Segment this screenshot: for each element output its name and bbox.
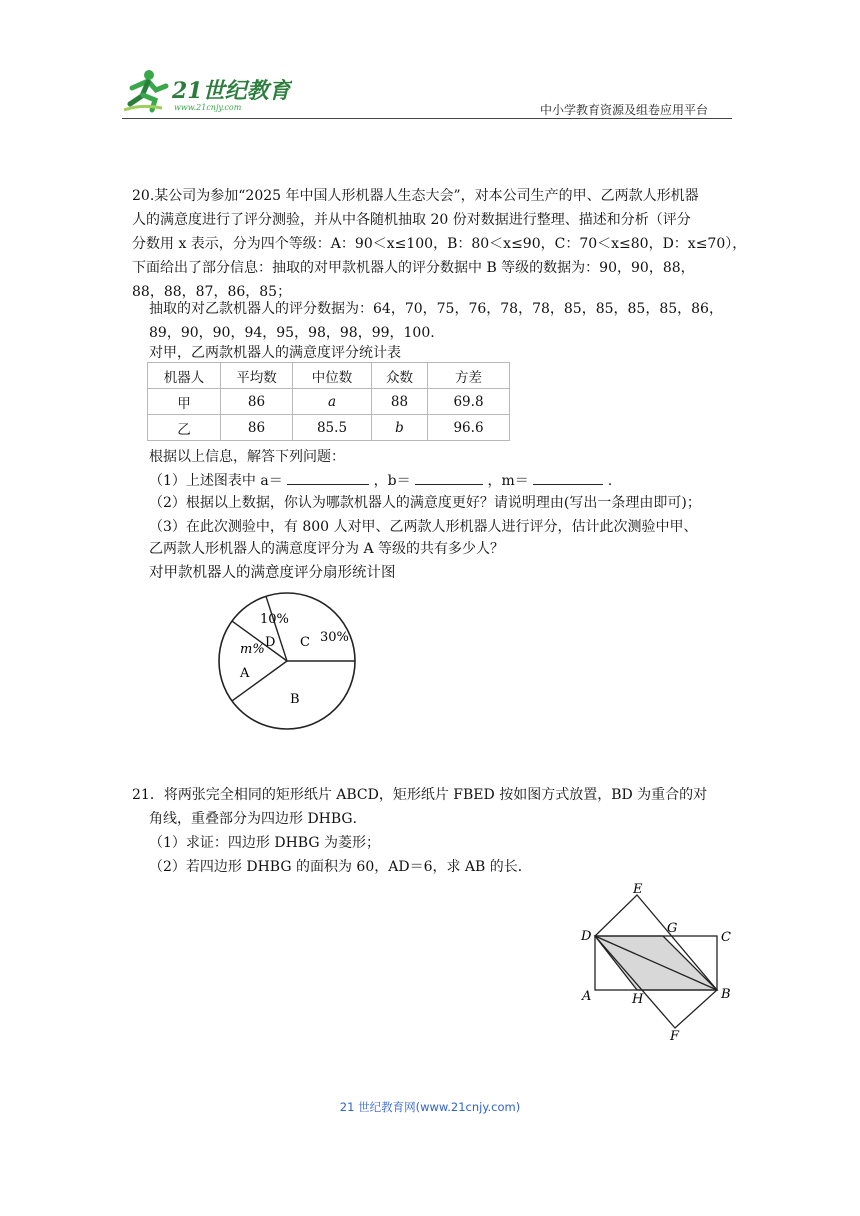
label-b: B [721,987,731,1002]
footer-link[interactable]: 21 世纪教育网(www.21cnjy.com) [339,1100,521,1114]
table-cell: 86 [221,389,293,415]
site-logo [122,66,292,114]
site-tagline: 中小学教育资源及组卷应用平台 [540,103,709,117]
part1-end: . [607,473,613,489]
table-header-cell: 方差 [428,363,510,389]
q20-part1 [149,472,612,488]
table-header-cell: 中位数 [293,363,372,389]
pie-slice-label-b: B [290,692,300,707]
label-d: D [581,929,592,944]
label-h: H [632,992,644,1007]
table-cell: 86 [221,415,293,441]
q20-table-title: 对甲，乙两款机器人的满意度评分统计表 [149,345,401,361]
table-cell: 甲 [148,389,221,415]
table-cell: b [372,415,428,441]
table-row [148,415,510,441]
part1-m-label: ，m＝ [487,473,529,489]
logo-url: www.21cnjy.com [174,103,242,112]
table-header-cell: 平均数 [221,363,293,389]
pie-value-label-a: m% [240,642,265,657]
answer-blank-m[interactable] [533,472,603,485]
q20-yi-data-line2: 89，90，90，94，95，98，98，99，100. [149,325,435,341]
pie-slice-label-d: D [265,635,276,650]
q21-part2: （2）若四边形 DHBG 的面积为 60，AD＝6，求 AB 的长． [149,859,532,875]
header-divider [122,118,732,119]
q20-intro-line2: 人的满意度进行了评分测验，并从中各随机抽取 20 份对数据进行整理、描述和分析（评分 [132,212,691,228]
answer-blank-a[interactable] [287,472,369,485]
runner-logo-icon [124,70,166,110]
table-header-row [148,363,510,389]
pie-chart [210,585,370,745]
pie-value-label-c: 30% [320,630,349,645]
q20-intro-line3: 分数用 x 表示，分为四个等级：A：90＜x≤100，B：80＜x≤90，C：70＜x≤80，D：x≤70）， [132,236,747,252]
q20-part3-line1: （3）在此次测验中，有 800 人对甲、乙两款人形机器人进行评分，估计此次测验中甲、 [149,519,698,535]
q20-intro-line1: 20.某公司为参加“2025 年中国人形机器人生态大会”，对本公司生产的甲、乙两款人形机器 [132,188,699,204]
q21-line1: 21．将两张完全相同的矩形纸片 ABCD，矩形纸片 FBED 按如图方式放置，BD 为重合的对 [132,787,708,803]
answer-blank-b[interactable] [415,472,483,485]
table-cell: 乙 [148,415,221,441]
table-row [148,389,510,415]
rectangle-figure [575,880,740,1045]
table-cell: a [293,389,372,415]
q21-part1: （1）求证：四边形 DHBG 为菱形； [149,835,380,851]
label-e: E [633,882,643,897]
q20-part3-line2: 乙两款人形机器人的满意度评分为 A 等级的共有多少人？ [149,541,505,557]
q20-prompt: 根据以上信息，解答下列问题： [149,449,345,465]
table-cell: 88 [372,389,428,415]
label-c: C [721,930,731,945]
label-g: G [667,921,678,936]
pie-value-label-d: 10% [260,612,289,627]
q20-part2: （2）根据以上数据，你认为哪款机器人的满意度更好？请说明理由(写出一条理由即可)； [149,495,701,511]
table-header-cell: 众数 [372,363,428,389]
q20-yi-data-line1: 抽取的对乙款机器人的评分数据为：64，70，75，76，78，78，85，85，85，85，86， [149,301,723,317]
label-a: A [582,989,592,1004]
q20-intro-line4: 下面给出了部分信息：抽取的对甲款机器人的评分数据中 B 等级的数据为：90，90，88， [132,260,695,276]
q21-line2: 角线，重叠部分为四边形 DHBG． [149,811,367,827]
table-header-cell: 机器人 [148,363,221,389]
logo-text: 21世纪教育 [172,78,291,104]
part1-b-label: ，b＝ [373,473,411,489]
pie-slice-label-c: C [300,635,310,650]
pie-slice-label-a: A [240,666,250,681]
q20-intro-line5: 88，88，87，86，85； [132,284,292,300]
table-cell: 96.6 [428,415,510,441]
label-f: F [670,1029,680,1044]
stats-table [147,362,510,441]
pie-chart-title: 对甲款机器人的满意度评分扇形统计图 [149,565,396,581]
table-cell: 85.5 [293,415,372,441]
part1-a-label: （1）上述图表中 a＝ [149,473,283,489]
table-cell: 69.8 [428,389,510,415]
